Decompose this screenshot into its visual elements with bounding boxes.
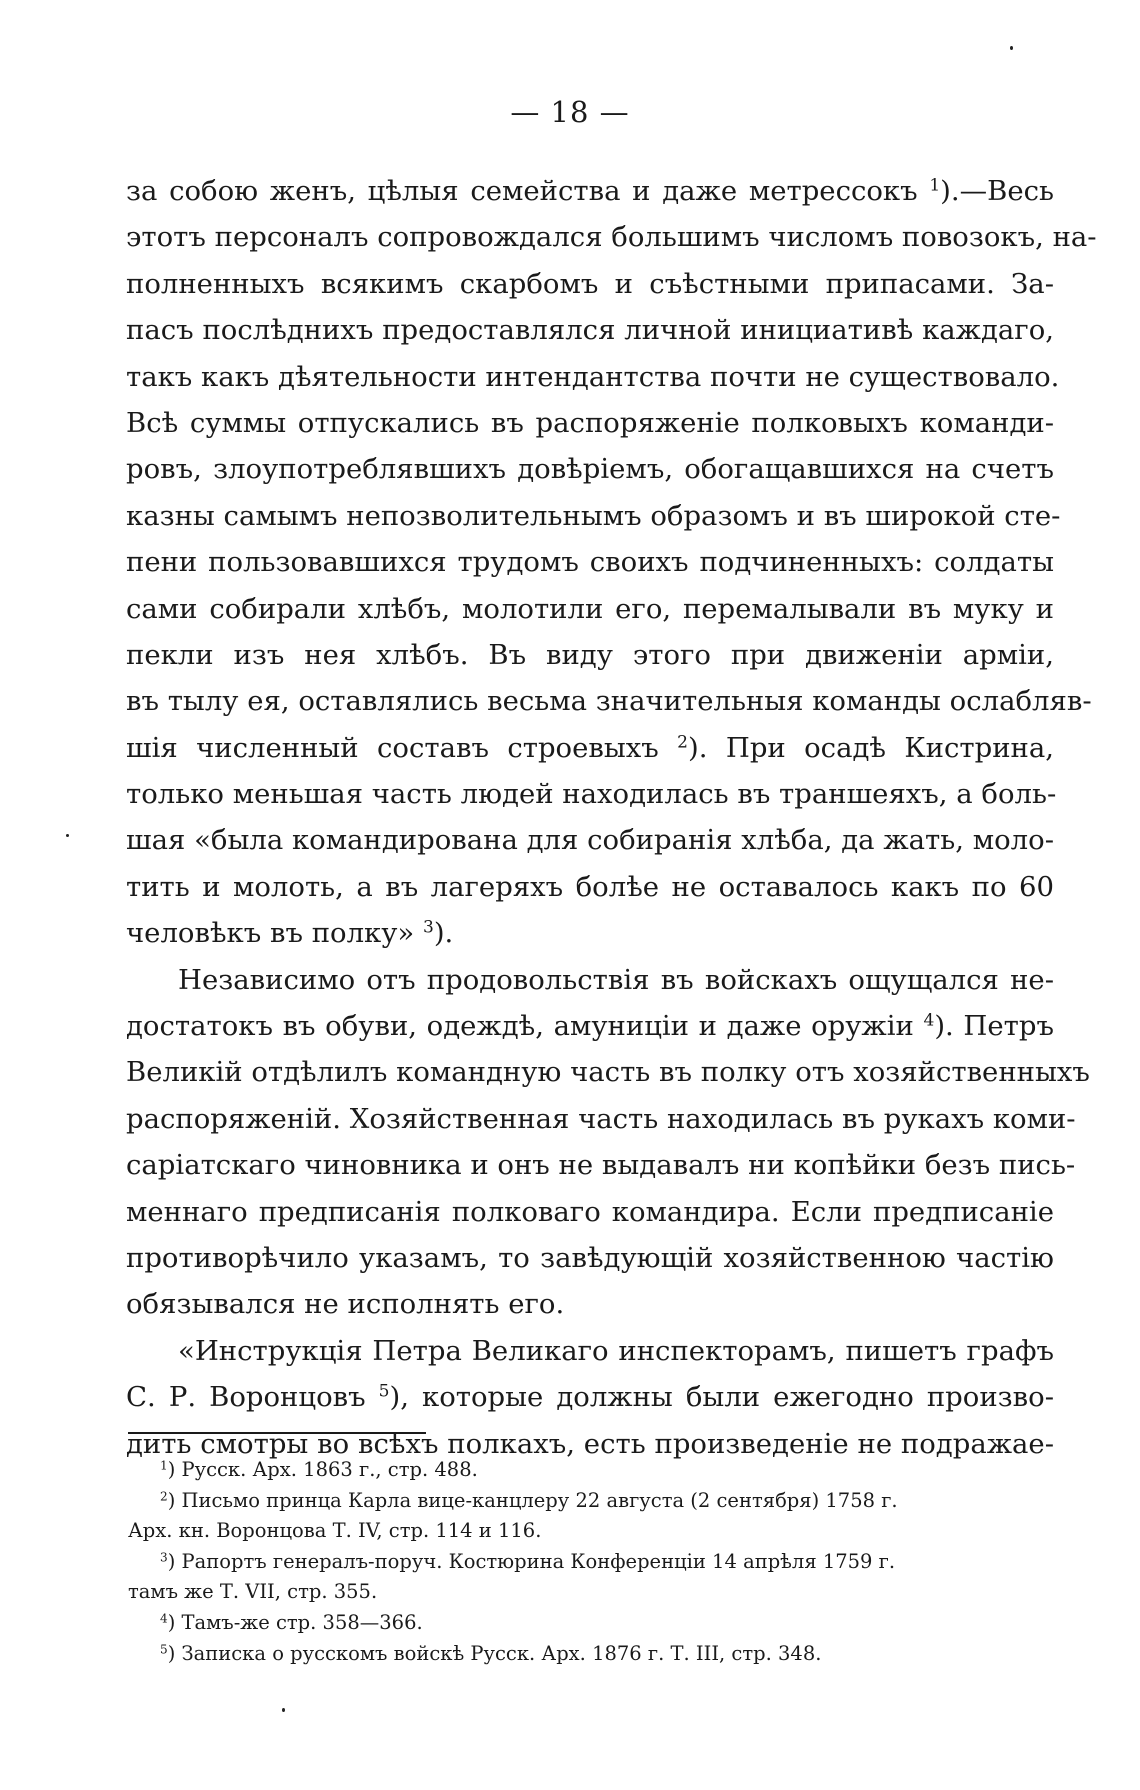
footnote-number: 3 (160, 1550, 168, 1565)
paragraph-start: Независимо отъ продовольствія въ войскахъ ощущался не- (178, 963, 1054, 996)
text-line: пекли изъ нея хлѣбъ. Въ виду этого при движеніи арміи, (126, 638, 1054, 671)
footnote-ref: 4 (923, 1010, 935, 1031)
footnote-number: 5 (160, 1641, 168, 1656)
text-line: человѣкъ въ полку» $^3$). (126, 917, 454, 950)
text-line: С. Р. Воронцовъ $^5$), которые должны были ежегодно произво- (126, 1381, 1054, 1414)
text-line: такъ какъ дѣятельности интендантства почти не существовало. (126, 360, 1060, 393)
text-line: за собою женъ, цѣлыя семейства и даже метрессокъ $^1$).—Весь (126, 175, 1054, 207)
text-line: ровъ, злоупотреблявшихъ довѣріемъ, обогащавшихся на счетъ (126, 453, 1054, 486)
text-line: меннаго предписанія полковаго командира. Если предписаніе (126, 1195, 1054, 1228)
page-number: — 18 — (510, 95, 630, 129)
text-line: дить смотры во всѣхъ полкахъ, есть произведеніе не подражае- (126, 1427, 1054, 1460)
main-text (126, 168, 1097, 1467)
text-line: пасъ послѣднихъ предоставлялся личной инициативѣ каждаго, (126, 314, 1054, 347)
footnote-divider (128, 1432, 426, 1434)
scan-speck (66, 834, 69, 837)
text-line: Великій отдѣлилъ командную часть въ полку отъ хозяйственныхъ (126, 1056, 1090, 1089)
footnote: $^4$) Тамъ-же стр. 358—366. (160, 1610, 423, 1634)
text-line: обязывался не исполнять его. (126, 1288, 565, 1321)
text-line: Всѣ суммы отпускались въ распоряженіе полковыхъ команди- (126, 406, 1054, 439)
scan-speck (282, 1708, 285, 1712)
footnote-number: 1 (160, 1458, 168, 1473)
text-line: этотъ персоналъ сопровождался большимъ числомъ повозокъ, на- (126, 221, 1097, 254)
footnote: $^3$) Рапортъ генералъ-поруч. Костюрина Конференціи 14 апрѣля 1759 г. (160, 1549, 896, 1573)
footnote-continuation: тамъ же Т. VII, стр. 355. (128, 1580, 378, 1604)
text-line: тить и молоть, а въ лагеряхъ болѣе не оставалось какъ по 60 (126, 870, 1054, 903)
footnotes (128, 1455, 1054, 1669)
scan-speck (1010, 46, 1013, 50)
footnote-continuation: Арх. кн. Воронцова Т. IV, стр. 114 и 116. (128, 1519, 542, 1543)
text-line: саріатскаго чиновника и онъ не выдавалъ ни копѣйки безъ пись- (126, 1149, 1076, 1182)
footnote-ref: 5 (378, 1381, 390, 1402)
text-line: распоряженій. Хозяйственная часть находилась въ рукахъ коми- (126, 1102, 1076, 1135)
text-line: шія численный составъ строевыхъ $^2$). При осадѣ Кистрина, (126, 731, 1055, 764)
text-line: противорѣчило указамъ, то завѣдующій хозяйственною частію (126, 1241, 1054, 1274)
footnote-ref: 1 (929, 175, 941, 196)
text-line: сами собирали хлѣбъ, молотили его, перемалывали въ муку и (126, 592, 1054, 625)
text-line: въ тылу ея, оставлялись весьма значительныя команды ослабляв- (126, 685, 1092, 718)
text-line: полненныхъ всякимъ скарбомъ и съѣстными припасами. За- (126, 267, 1054, 300)
footnote: $^1$) Русск. Арх. 1863 г., стр. 488. (160, 1458, 478, 1481)
text-line: достатокъ въ обуви, одеждѣ, амуниціи и даже оружіи $^4$). Петръ (126, 1010, 1054, 1043)
footnote: $^5$) Записка о русскомъ войскѣ Русск. Арх. 1876 г. Т. III, стр. 348. (160, 1641, 822, 1665)
footnote-ref: 2 (677, 732, 688, 753)
footnote: $^2$) Письмо принца Карла вице-канцлеру 22 августа (2 сентября) 1758 г. (160, 1488, 898, 1512)
paragraph-start: «Инструкція Петра Великаго инспекторамъ, пишетъ графъ (178, 1334, 1054, 1367)
text-line: шая «была командирована для собиранія хлѣба, да жать, моло- (126, 824, 1054, 857)
footnote-ref: 3 (422, 917, 434, 938)
text-line: пени пользовавшихся трудомъ своихъ подчиненныхъ: солдаты (126, 546, 1054, 579)
footnote-number: 4 (160, 1611, 168, 1626)
footnote-number: 2 (160, 1488, 168, 1503)
text-line: казны самымъ непозволительнымъ образомъ и въ широкой сте- (126, 499, 1061, 532)
text-line: только меньшая часть людей находилась въ траншеяхъ, а боль- (126, 778, 1057, 811)
